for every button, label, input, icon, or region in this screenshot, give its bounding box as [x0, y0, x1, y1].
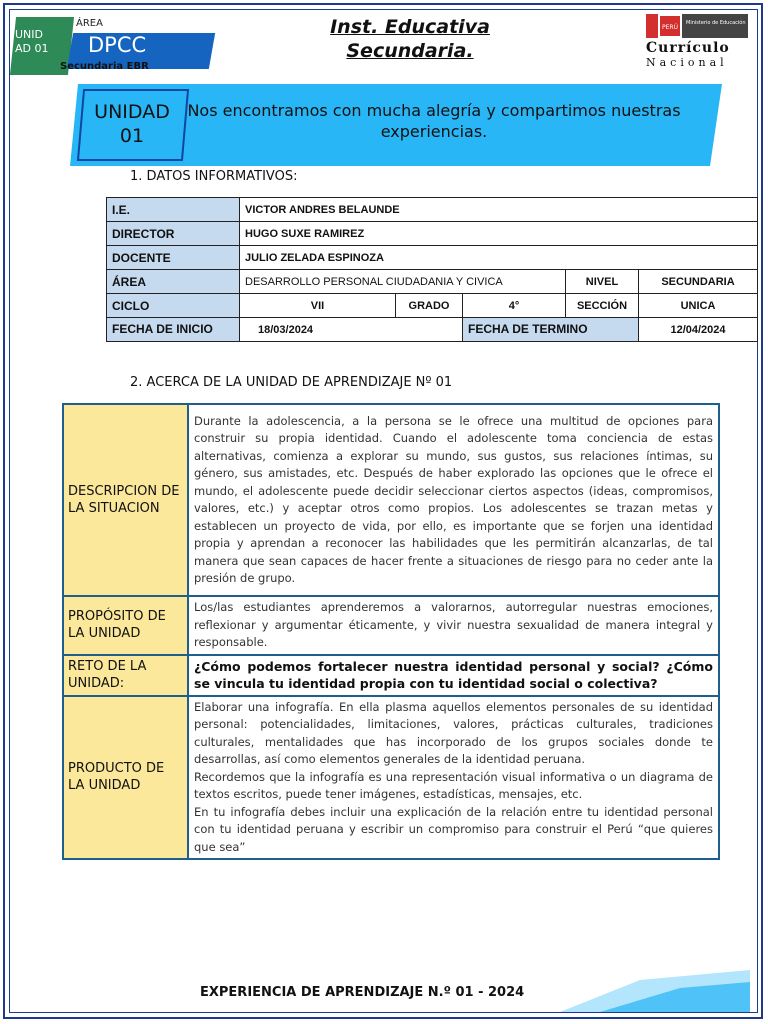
- footer-decoration: [560, 970, 750, 1012]
- table-row: [63, 696, 719, 860]
- table-row: [63, 404, 719, 596]
- ciclo-value: VII: [240, 294, 396, 318]
- area-tag-label: ÁREA: [76, 18, 103, 29]
- nivel-label: NIVEL: [566, 270, 639, 294]
- grado-value: 4°: [463, 294, 566, 318]
- section-1-heading: 1. DATOS INFORMATIVOS:: [130, 169, 298, 184]
- unit-title: UNIDAD 01: [94, 101, 170, 147]
- seccion-value: UNICA: [639, 294, 758, 318]
- ministry-logo-text: Ministerio de Educación: [686, 20, 746, 26]
- unit-tag-text: UNID AD 01: [15, 28, 49, 55]
- area-label: ÁREA: [107, 270, 240, 294]
- section-2-heading: 2. ACERCA DE LA UNIDAD DE APRENDIZAJE Nº 01: [130, 375, 453, 390]
- fecha-inicio-label: FECHA DE INICIO: [107, 318, 240, 342]
- descripcion-label: DESCRIPCION DE LA SITUACION: [63, 404, 188, 596]
- info-table: [106, 197, 758, 342]
- curriculo-logo-line2: Nacional: [646, 56, 728, 69]
- table-row: [63, 596, 719, 655]
- docente-value: JULIO ZELADA ESPINOZA: [240, 246, 758, 270]
- ie-label: I.E.: [107, 198, 240, 222]
- fecha-termino-label: FECHA DE TERMINO: [463, 318, 639, 342]
- producto-paragraph: Elaborar una infografía. En ella plasma aquellos elementos personales de su identidad personal: potencialidades, limitaciones, valores, prácticas culturales, tradiciones culturales, mentalidades que has incorporado de los grupos sociales donde te desarrollas, así como elementos generales de la identidad peruana.: [194, 699, 713, 766]
- reto-text: ¿Cómo podemos fortalecer nuestra identidad personal y social? ¿Cómo se vincula tu identidad propia con tu identidad social o colectiva?: [188, 655, 719, 696]
- director-label: DIRECTOR: [107, 222, 240, 246]
- table-row: [107, 222, 758, 246]
- nivel-value: SECUNDARIA: [639, 270, 758, 294]
- table-row: [107, 318, 758, 342]
- ciclo-label: CICLO: [107, 294, 240, 318]
- reto-label: RETO DE LA UNIDAD:: [63, 655, 188, 696]
- table-row: [107, 198, 758, 222]
- school-title: Inst. Educativa Secundaria.: [330, 16, 490, 62]
- unit-description: Nos encontramos con mucha alegría y compartimos nuestras experiencias.: [187, 101, 681, 141]
- table-row: [107, 294, 758, 318]
- producto-paragraph: Recordemos que la infografía es una representación visual informativa o un diagrama de textos escritos, puede tener imágenes, estadísticas, mensajes, etc.: [194, 769, 713, 801]
- proposito-label: PROPÓSITO DE LA UNIDAD: [63, 596, 188, 655]
- seccion-label: SECCIÓN: [566, 294, 639, 318]
- unit-details-table: [62, 403, 720, 860]
- area-tag-text: DPCC: [88, 33, 147, 57]
- table-row: [107, 246, 758, 270]
- fecha-inicio-value: 18/03/2024: [240, 318, 463, 342]
- producto-cell: [188, 696, 719, 860]
- director-value: HUGO SUXE RAMIREZ: [240, 222, 758, 246]
- table-row: [63, 655, 719, 696]
- peru-logo-text: PERÚ: [662, 24, 678, 31]
- producto-paragraph: En tu infografía debes incluir una explicación de la relación entre tu identidad personal con tu identidad peruana y escribir un compromiso para construir el Perú “que quieres que sea”: [194, 804, 713, 854]
- table-row: [107, 270, 758, 294]
- curriculo-logo-line1: Currículo: [646, 40, 730, 56]
- grado-label: GRADO: [396, 294, 463, 318]
- ie-value: VICTOR ANDRES BELAUNDE: [240, 198, 758, 222]
- minedu-logo: [646, 14, 748, 38]
- docente-label: DOCENTE: [107, 246, 240, 270]
- area-value: DESARROLLO PERSONAL CIUDADANIA Y CIVICA: [240, 270, 566, 294]
- level-tag-text: Secundaria EBR: [60, 61, 149, 72]
- proposito-text: Los/las estudiantes aprenderemos a valorarnos, autorregular nuestras emociones, reflexionar y argumentar éticamente, y vivir nuestra sexualidad de manera integral y responsable.: [188, 596, 719, 655]
- footer-title: EXPERIENCIA DE APRENDIZAJE N.º 01 - 2024: [200, 985, 525, 1000]
- descripcion-text: Durante la adolescencia, a la persona se le ofrece una multitud de opciones para construir su propia identidad. Cuando el adolescente toma conciencia de estas alternativas, comienza a explorar su mundo, sus gustos, sus relaciones íntimas, su género, sus amistades, etc. Después de haber explorado las opciones que le ofrece el mundo, el adolescente puede decidir seleccionar ciertos aspectos (ideas, compromisos, valores, etc.) y aceptar otros como propios. Los adolescentes se trazan metas y establecen un proyecto de vida, por ello, es importante que se forjen una identidad propia y aprendan a reconocer las habilidades que les permitirán alcanzarlas, de tal manera que sean capaces de hacer frente a situaciones de riesgo para no ceder ante la presión de grupo.: [188, 404, 719, 596]
- fecha-termino-value: 12/04/2024: [639, 318, 758, 342]
- producto-label: PRODUCTO DE LA UNIDAD: [63, 696, 188, 860]
